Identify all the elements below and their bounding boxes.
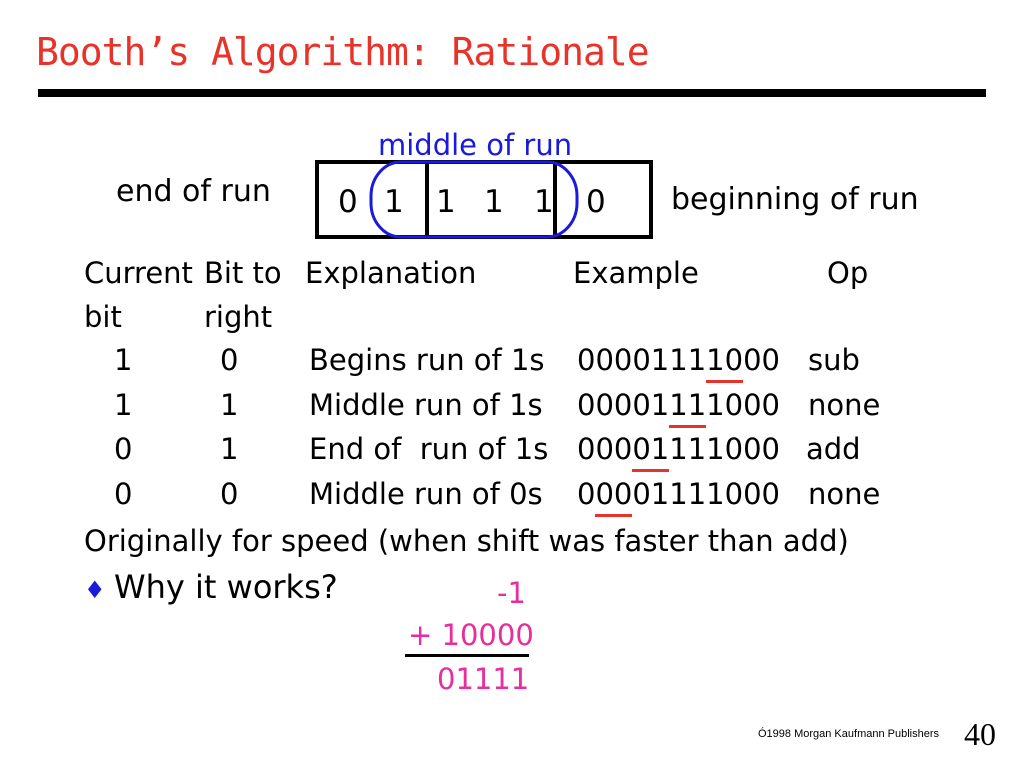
row-4-example-marked: 00	[595, 477, 633, 511]
row-1-op: sub	[808, 343, 860, 377]
row-3-right: 1	[220, 432, 239, 466]
row-2-explanation: Middle run of 1s	[309, 388, 543, 422]
end-of-run-label: end of run	[116, 174, 271, 209]
row-3-current: 0	[114, 432, 133, 466]
row-4-current: 0	[114, 477, 133, 511]
math-line-2: + 10000	[408, 618, 534, 652]
row-2-current: 1	[114, 388, 133, 422]
row-3-op: add	[806, 432, 861, 466]
row-2-example-marked: 11	[669, 388, 707, 422]
bit-0: 0	[338, 184, 358, 220]
bit-1: 1	[384, 184, 404, 220]
header-bit-to: Bit to	[204, 256, 282, 290]
row-2-right: 1	[220, 388, 239, 422]
row-1-example-marked: 10	[706, 343, 744, 377]
diamond-bullet-icon: ♦	[84, 576, 106, 604]
row-1-explanation: Begins run of 1s	[309, 343, 545, 377]
header-explanation: Explanation	[305, 256, 477, 290]
copyright-notice: Ó1998 Morgan Kaufmann Publishers	[758, 728, 939, 740]
row-1-example: 00001111000	[577, 343, 780, 377]
slide-title: Booth’s Algorithm: Rationale	[36, 30, 649, 74]
bit-3: 1	[484, 184, 504, 220]
speed-note: Originally for speed (when shift was faster than add)	[84, 524, 849, 558]
page-number: 40	[964, 716, 996, 752]
beginning-of-run-label: beginning of run	[671, 182, 919, 217]
row-2-example: 00001111000	[577, 388, 780, 422]
row-4-op: none	[808, 477, 881, 511]
bit-2: 1	[436, 184, 456, 220]
row-1-current: 1	[114, 343, 133, 377]
header-op: Op	[827, 256, 869, 290]
row-3-example: 00001111000	[577, 432, 780, 466]
header-current: Current	[84, 256, 193, 290]
row-3-example-marked: 01	[632, 432, 670, 466]
middle-of-run-label: middle of run	[378, 128, 573, 162]
why-it-works: Why it works?	[114, 568, 338, 606]
row-4-example: 00001111000	[577, 477, 780, 511]
header-bit: bit	[84, 300, 122, 334]
math-line-1: -1	[497, 576, 526, 610]
row-1-right: 0	[220, 343, 239, 377]
row-4-right: 0	[220, 477, 239, 511]
row-3-explanation: End of run of 1s	[309, 432, 549, 466]
math-sum-line	[405, 654, 529, 657]
row-2-op: none	[808, 388, 881, 422]
row-4-explanation: Middle run of 0s	[309, 477, 543, 511]
bit-4: 1	[534, 184, 554, 220]
bit-5: 0	[586, 184, 606, 220]
header-example: Example	[573, 256, 699, 290]
math-result: 01111	[437, 662, 530, 696]
header-right: right	[204, 300, 273, 334]
